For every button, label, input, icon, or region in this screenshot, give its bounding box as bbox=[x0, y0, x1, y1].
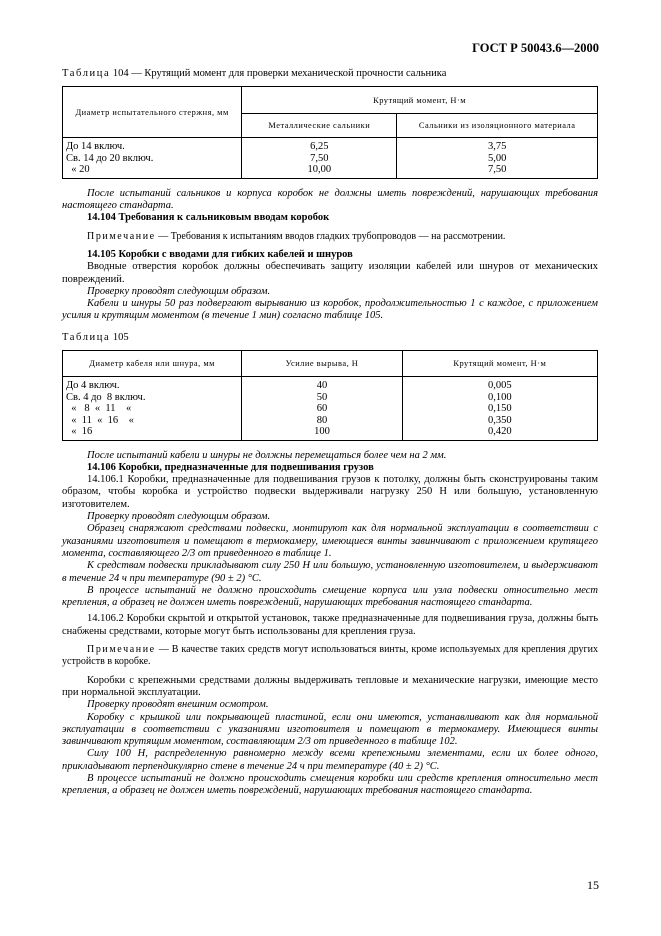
cell-force: 50 bbox=[316, 391, 328, 403]
col-header-diameter: Диаметр кабеля или шнура, мм bbox=[63, 351, 242, 377]
cell-insul: 7,50 bbox=[487, 164, 507, 176]
table-105 bbox=[62, 350, 598, 441]
paragraph: Образец снаряжают средствами подвески, монтируют как для нормальной эксплуатации в соответствии с указаниями изготовителя и помещают в термокамеру, имеющиеся винты завинчивают с приложением крутящего момента, составляющего 2/3 от приведенного в таблице 1. bbox=[62, 523, 598, 559]
cell-metal: 10,00 bbox=[307, 164, 332, 176]
cell-torque: 0,420 bbox=[488, 426, 512, 438]
paragraph: После испытаний кабели и шнуры не должны перемещаться более чем на 2 мм. bbox=[87, 449, 447, 461]
cell-metal: 6,25 bbox=[310, 141, 329, 153]
note bbox=[62, 231, 598, 243]
cell-torque: 0,005 bbox=[488, 380, 512, 392]
cell-insul: 3,75 bbox=[487, 141, 507, 153]
paragraph: Вводные отверстия коробок должны обеспечивать защиту изоляции кабелей или шнуров от механических повреждений. bbox=[62, 261, 598, 285]
note-label: Примечание bbox=[87, 644, 156, 656]
col-header-torque: Крутящий момент, Н·м bbox=[242, 87, 598, 114]
cell-diameter: До 4 включ. bbox=[66, 380, 120, 392]
note-text: — Требования к испытаниям вводов гладких трубопроводов — на рассмотрении. bbox=[155, 230, 506, 242]
col-header-diameter: Диаметр испытательного стержня, мм bbox=[63, 87, 242, 138]
table-row bbox=[63, 377, 598, 441]
paragraph: В процессе испытаний не должно происходить смещение корпуса или узла подвески относительно мест крепления, а образец не должен иметь повреждений, нарушающих требования настоящего стандарта. bbox=[62, 584, 598, 609]
col-header-torque: Крутящий момент, Н·м bbox=[402, 351, 597, 377]
paragraph: 14.106.1 Коробки, предназначенные для подвешивания грузов к потолку, должны быть сконструированы таким образом, чтобы коробка и устройство подвески выдерживали нагрузку 250 Н или большую, установленную изготовителем. bbox=[62, 474, 598, 510]
paragraph: Кабели и шнуры 50 раз подвергают вырыванию из коробок, продолжительностью 1 с каждое, с приложением усилия и крутящим моментом (в течение 1 мин) согласно таблице 105. bbox=[62, 298, 598, 322]
cell-force: 80 bbox=[316, 414, 328, 426]
paragraph: Проверку проводят внешним осмотром. bbox=[87, 699, 269, 711]
page-number: 15 bbox=[587, 878, 599, 892]
cell-metal: 7,50 bbox=[310, 152, 329, 164]
standard-code: ГОСТ Р 50043.6—2000 bbox=[472, 41, 599, 55]
cell-diameter: Св. 14 до 20 включ. bbox=[66, 152, 154, 164]
cell-diameter: « 11 « 16 « bbox=[66, 414, 134, 426]
paragraph: 14.106.2 Коробки скрытой и открытой установок, также предназначенные для подвешивания груза, должны быть снабжены средствами, которые могут быть использованы для крепления груза. bbox=[62, 613, 598, 637]
cell-force: 100 bbox=[314, 426, 330, 438]
cell-torque: 0,350 bbox=[488, 414, 512, 426]
paragraph: К средствам подвески прикладывают силу 250 Н или большую, установленную изготовителем, и выдерживают в течение 24 ч при температуре (90 ± 2) °С. bbox=[62, 560, 598, 584]
cell-diameter: Св. 4 до 8 включ. bbox=[66, 391, 146, 403]
cell-torque: 0,100 bbox=[488, 391, 512, 403]
note-text: — В качестве таких средств могут использоваться винты, кроме используемых для крепления других устройств в коробке. bbox=[62, 644, 598, 668]
table-label: Таблица bbox=[62, 68, 111, 79]
cell-force: 40 bbox=[316, 380, 328, 392]
cell-diameter: « 16 bbox=[66, 426, 93, 438]
table-label: Таблица bbox=[62, 331, 111, 343]
paragraph: Коробки с крепежными средствами должны выдерживать тепловые и механические нагрузки, имеющие место при нормальной эксплуатации. bbox=[62, 674, 598, 698]
cell-force: 60 bbox=[316, 403, 328, 415]
paragraph: Силу 100 Н, распределенную равномерно между всеми крепежными элементами, если их более одного, прикладывают перпендикулярно стене в течение 24 ч при температуре (40 ± 2) °С. bbox=[62, 748, 598, 772]
paragraph: Проверку проводят следующим образом. bbox=[87, 285, 271, 297]
paragraph: В процессе испытаний не должно происходить смещения коробки или средств крепления относительно мест крепления, а образец не должен иметь повреждений, нарушающих требования настоящего стандарта. bbox=[62, 772, 598, 797]
page-content bbox=[62, 68, 598, 798]
table-104-caption bbox=[62, 68, 598, 80]
paragraph: Проверку проводят следующим образом. bbox=[87, 511, 271, 523]
table-104 bbox=[62, 86, 598, 179]
section-heading-14-106: 14.106 Коробки, предназначенные для подвешивания грузов bbox=[87, 461, 374, 473]
cell-diameter: До 14 включ. bbox=[66, 141, 125, 153]
section-heading-14-104: 14.104 Требования к сальниковым вводам коробок bbox=[87, 212, 330, 224]
paragraph: Коробку с крышкой или покрывающей пластиной, если они имеются, устанавливают как для нормальной эксплуатации в соответствии с указаниями изготовителя и помещают в термокамеру. Имеющиеся винты завинчивают крутящим моментом, составляющим 2/3 от приведенного в таблице 102. bbox=[62, 711, 598, 748]
cell-diameter: « 20 bbox=[66, 164, 90, 176]
cell-torque: 0,150 bbox=[488, 403, 512, 415]
table-caption-text: 105 bbox=[110, 331, 129, 343]
note bbox=[62, 644, 598, 669]
note-label: Примечание bbox=[87, 230, 156, 242]
cell-diameter: « 8 « 11 « bbox=[66, 403, 132, 415]
table-caption-text: 104 — Крутящий момент для проверки механической прочности сальника bbox=[110, 68, 447, 79]
table-row bbox=[63, 138, 598, 179]
col-header-insul: Сальники из изоляционного материала bbox=[397, 114, 598, 138]
paragraph: После испытаний сальников и корпуса коробок не должны иметь повреждений, нарушающих требования настоящего стандарта. bbox=[62, 187, 598, 212]
col-header-metal: Металлические сальники bbox=[242, 114, 397, 138]
col-header-force: Усилие вырыва, Н bbox=[242, 351, 403, 377]
table-105-caption bbox=[62, 332, 598, 344]
section-heading-14-105: 14.105 Коробки с вводами для гибких кабелей и шнуров bbox=[87, 248, 353, 260]
cell-insul: 5,00 bbox=[487, 152, 507, 164]
